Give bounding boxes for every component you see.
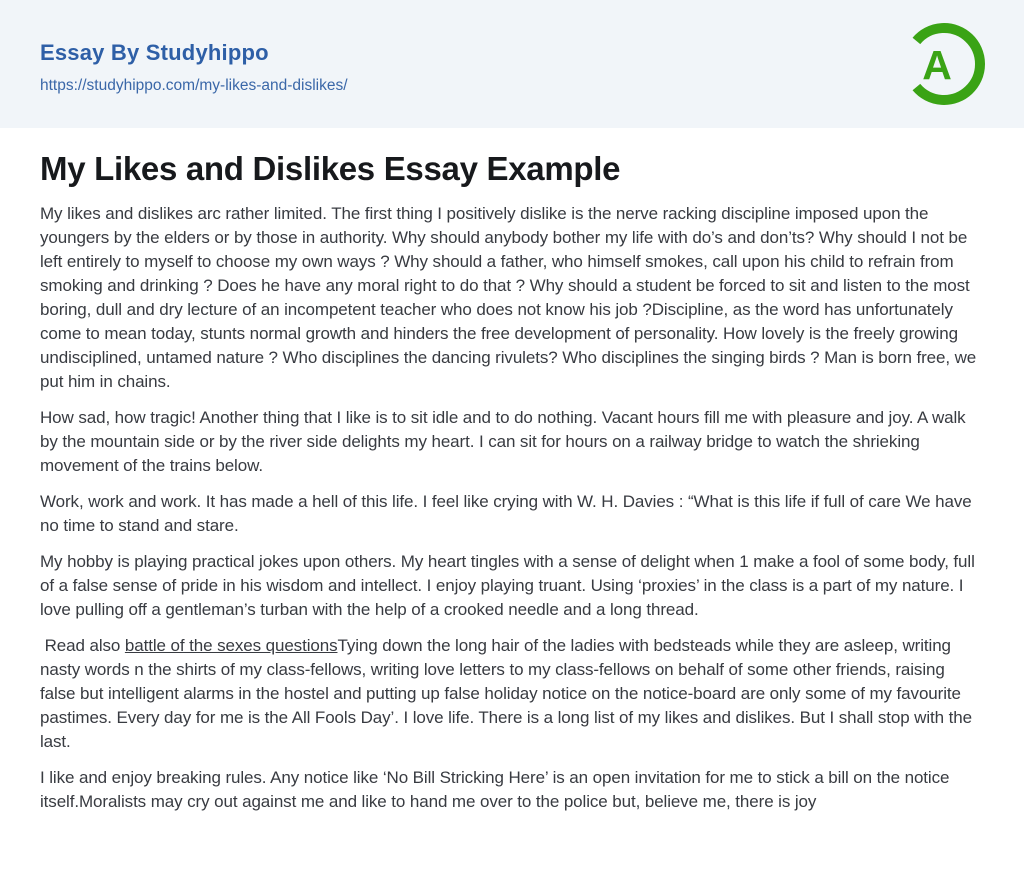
- site-label: Essay By Studyhippo: [40, 39, 269, 65]
- header-text-block: [40, 34, 348, 95]
- essay-paragraph-4: My hobby is playing practical jokes upon others. My heart tingles with a sense of delight when 1 make a fool of some body, full of a false sense of pride in his wisdom and intellect. I enjoy playing truant. Using ‘proxies’ in the class is a part of my nature. I love pulling off a gentleman’s turban with the help of a crooked needle and a long thread.: [40, 552, 975, 619]
- essay-content: [0, 128, 1024, 814]
- logo-arc-icon: [898, 18, 990, 110]
- source-url-link[interactable]: https://studyhippo.com/my-likes-and-dislikes/: [40, 76, 348, 94]
- read-also-link[interactable]: battle of the sexes questions: [124, 636, 338, 655]
- read-also-prefix: Read also: [40, 636, 125, 655]
- read-also-continuation: Tying down the long hair of the ladies with bedsteads while they are asleep, writing nasty words n the shirts of my class-fellows, writing love letters to my class-fellows on behalf of some other friends, raising false but intelligent alarms in the hostel and putting up false holiday notice on the notice-board are only some of my favourite pastimes. Every day for me is the All Fools Day’. I love life. There is a long list of my likes and dislikes. But I shall stop with the last.: [40, 636, 977, 751]
- essay-paragraph-6: I like and enjoy breaking rules. Any notice like ‘No Bill Stricking Here’ is an open invitation for me to stick a bill on the notice itself.Moralists may cry out against me and like to hand me over to the police but, believe me, there is joy: [40, 768, 950, 811]
- essay-paragraph-5: [40, 634, 984, 754]
- essay-paragraph-3: Work, work and work. It has made a hell of this life. I feel like crying with W. H. Davies : “What is this life if full of care We have no time to stand and stare.: [40, 492, 972, 535]
- essay-title: My Likes and Dislikes Essay Example: [40, 150, 621, 187]
- essay-paragraph-2: How sad, how tragic! Another thing that I like is to sit idle and to do nothing. Vacant hours fill me with pleasure and joy. A walk by the mountain side or by the river side delights my heart. I can sit for hours on a railway bridge to watch the shrieking movement of the trains below.: [40, 408, 966, 475]
- page-header: [0, 0, 1024, 128]
- essay-paragraph-1: My likes and dislikes arc rather limited. The first thing I positively dislike is the nerve racking discipline imposed upon the youngers by the elders or by those in authority. Why should anybody bother my life with do’s and don’ts? Why should I not be left entirely to myself to choose my own ways ? Why should a father, who himself smokes, call upon his child to refrain from smoking and drinking ? Does he have any moral right to do that ? Why should a student be forced to sit and listen to the most boring, dull and dry lecture of an incompetent teacher who does not know his job ?Discipline, as the word has unfortunately come to mean today, stunts normal growth and hinders the free development of personality. How lovely is the freely growing undisciplined, untamed nature ? Who disciplines the dancing rivulets? Who disciplines the singing birds ? Man is born free, we put him in chains.: [40, 204, 977, 391]
- studyhippo-logo: [898, 18, 990, 110]
- logo-letter: A: [922, 42, 952, 88]
